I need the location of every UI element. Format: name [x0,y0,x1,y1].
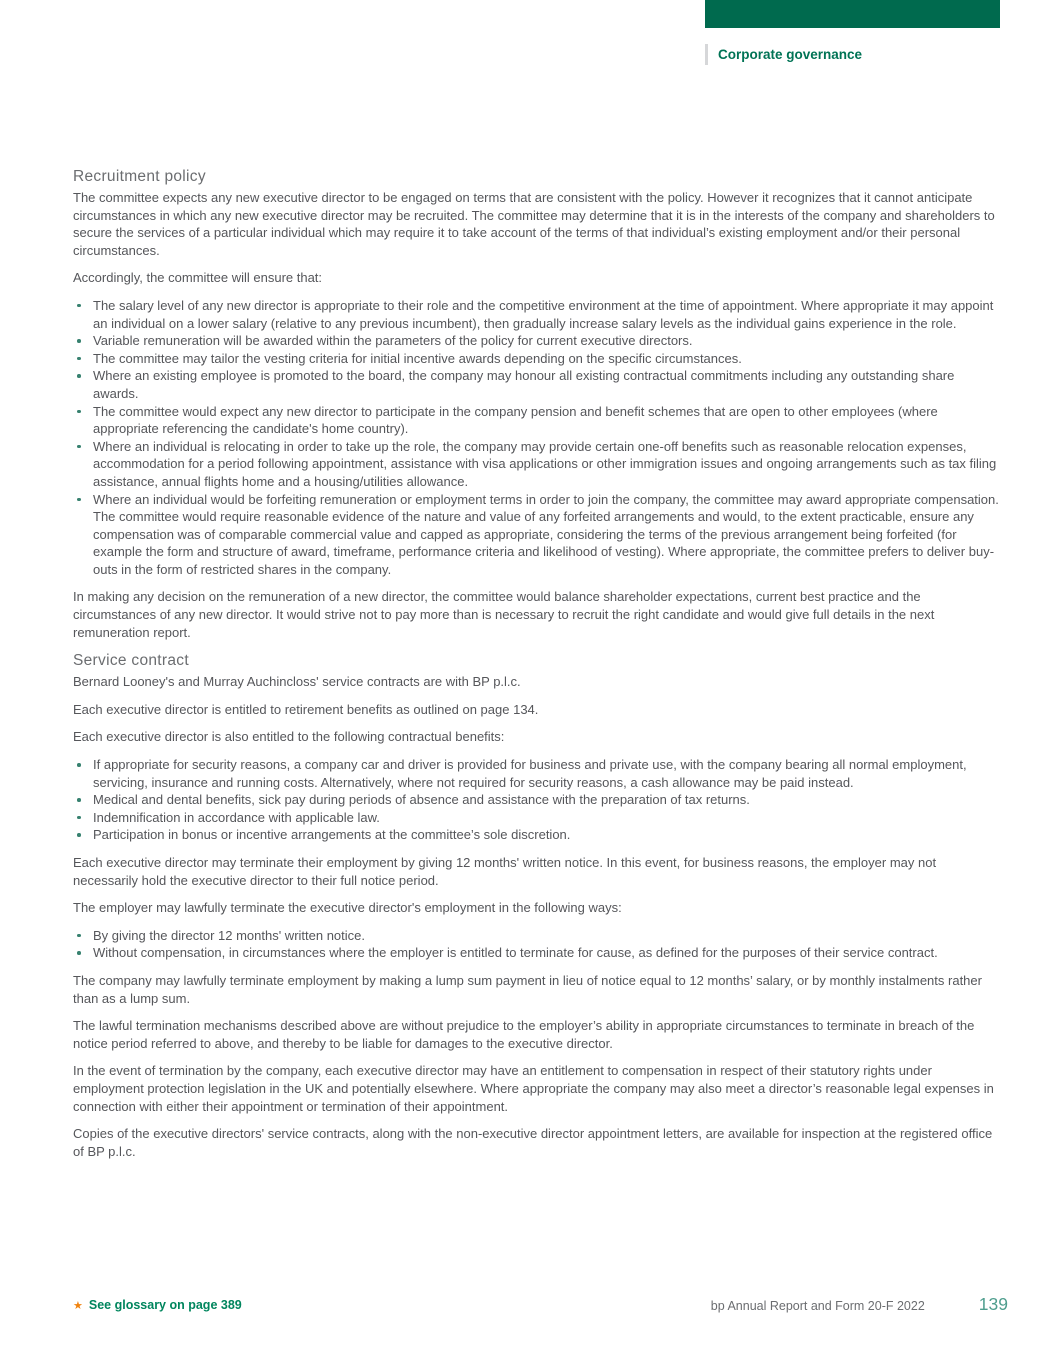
paragraph: The committee expects any new executive director to be engaged on terms that are consistent with the policy. However it recognizes that it cannot anticipate circumstances in which any new executive director may be recruited. The committee may determine that it is in the interests of the company and shareholders to secure the services of a particular individual which may require it to take account of the terms of that individual’s existing employment and/or their personal circumstances. [73,190,995,258]
bullet-item: Where an existing employee is promoted to the board, the company may honour all existing contractual commitments including any outstanding share awards. [73,367,999,402]
bullet-list-termination-ways [73,927,999,962]
paragraph: The employer may lawfully terminate the executive director's employment in the following ways: [73,900,622,916]
bullet-list-contract-benefits [73,756,999,844]
paragraph: Each executive director is entitled to retirement benefits as outlined on page 134. [73,701,539,717]
bullet-list-recruitment [73,297,999,579]
paragraph: In the event of termination by the company, each executive director may have an entitlement to compensation in respect of their statutory rights under employment protection legislation in the UK and potentially elsewhere. Where appropriate the company may also meet a director’s reasonable legal expenses in connection with either their appointment or termination of their appointment. [73,1063,994,1114]
bullet-item: Where an individual would be forfeiting remuneration or employment terms in order to join the company, the committee may award appropriate compensation. The committee would require reasonable evidence of the nature and value of any forfeited arrangements and would, to the extent practicable, ensure any compensation was of comparable commercial value and capped as appropriate, considering the terms of the previous arrangement being forfeited (for example the form and structure of award, timeframe, performance criteria and likelihood of vesting). Where appropriate, the committee prefers to deliver buy-outs in the form of restricted shares in the company. [73,491,999,579]
bullet-item: If appropriate for security reasons, a company car and driver is provided for business and private use, with the company bearing all normal employment, servicing, insurance and running costs. Alternatively, where not required for security reasons, a cash allowance may be paid instead. [73,756,999,791]
glossary-reference[interactable]: See glossary on page 389 [88,1298,242,1312]
bullet-item: By giving the director 12 months' written notice. [73,927,999,945]
paragraph: Each executive director may terminate their employment by giving 12 months' written notice. In this event, for business reasons, the employer may not necessarily hold the executive director to their full notice period. [73,855,937,888]
header-accent-bar [705,0,1000,28]
page-number: 139 [978,1294,1008,1314]
section-label: Corporate governance [705,44,862,65]
paragraph: In making any decision on the remuneration of a new director, the committee would balance shareholder expectations, current best practice and the circumstances of any new director. It would strive not to pay more than is necessary to recruit the right candidate and would give full details in the next remuneration report. [73,589,935,640]
bullet-item: Indemnification in accordance with applicable law. [73,809,999,827]
bullet-item: The committee would expect any new director to participate in the company pension and benefit schemes that are open to other employees (where appropriate referencing the candidate's home country). [73,403,999,438]
footer-glossary [73,1297,242,1314]
heading-recruitment-policy: Recruitment policy [73,168,206,185]
paragraph: Bernard Looney's and Murray Auchincloss' service contracts are with BP p.l.c. [73,674,521,690]
bullet-item: Participation in bonus or incentive arrangements at the committee’s sole discretion. [73,826,999,844]
report-title: bp Annual Report and Form 20-F 2022 [710,1299,925,1313]
bullet-item: The committee may tailor the vesting criteria for initial incentive awards depending on the specific circumstances. [73,350,999,368]
bullet-item: Variable remuneration will be awarded within the parameters of the policy for current executive directors. [73,332,999,350]
bullet-item: The salary level of any new director is appropriate to their role and the competitive environment at the time of appointment. Where appropriate it may appoint an individual on a lower salary (relative to any previous incumbent), then gradually increase salary levels as the individual gains experience in the role. [73,297,999,332]
paragraph: Accordingly, the committee will ensure that: [73,270,323,286]
bullet-item: Where an individual is relocating in order to take up the role, the company may provide certain one-off benefits such as reasonable relocation expenses, accommodation for a period following appointment, assistance with visa applications or other immigration issues and ongoing arrangements such as tax filing assistance, annual flights home and a housing/utilities allowance. [73,438,999,491]
bullet-item: Medical and dental benefits, sick pay during periods of absence and assistance with the preparation of tax returns. [73,791,999,809]
page-content [73,167,999,1170]
footer-report-info [711,1294,1008,1315]
bullet-item: Without compensation, in circumstances where the employer is entitled to terminate for cause, as defined for the purposes of their service contract. [73,944,999,962]
paragraph: Each executive director is also entitled to the following contractual benefits: [73,729,505,745]
paragraph: Copies of the executive directors' service contracts, along with the non-executive director appointment letters, are available for inspection at the registered office of BP p.l.c. [73,1126,993,1159]
heading-service-contract: Service contract [73,652,189,670]
paragraph: The lawful termination mechanisms described above are without prejudice to the employer’s ability in appropriate circumstances to terminate in breach of the notice period referred to above, and thereby to be liable for damages to the executive director. [73,1018,975,1051]
paragraph: The company may lawfully terminate employment by making a lump sum payment in lieu of notice equal to 12 months’ salary, or by monthly instalments rather than as a lump sum. [73,972,982,1006]
glossary-star-icon: ★ [73,1300,83,1312]
